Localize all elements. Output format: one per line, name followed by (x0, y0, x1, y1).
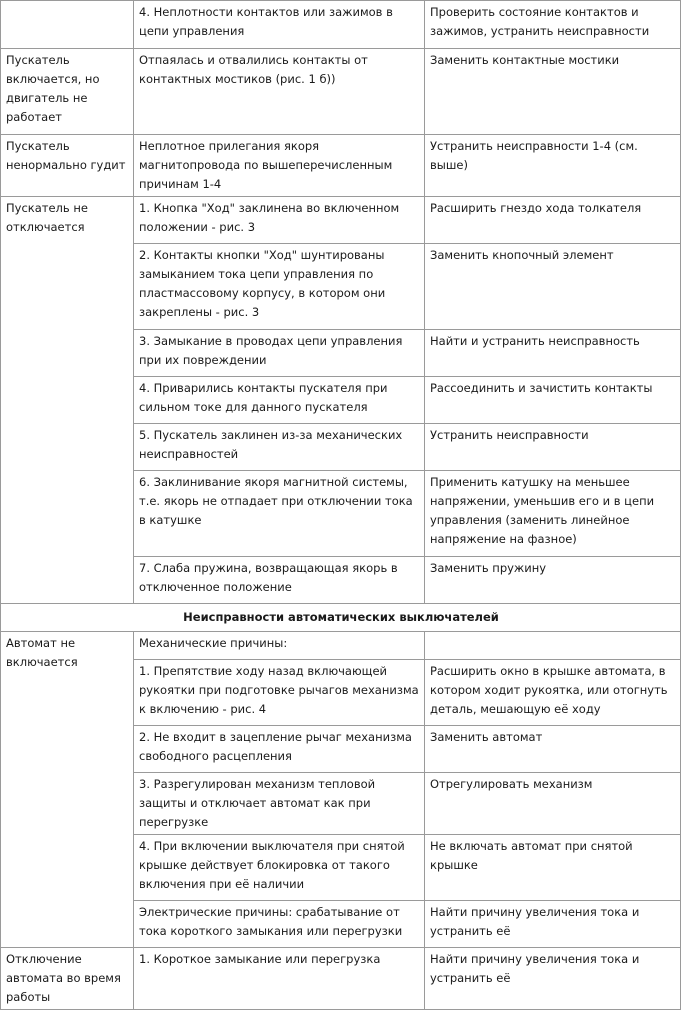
remedy-cell: Проверить состояние контактов и зажимов, устранить неисправности (425, 1, 681, 49)
cause-cell: 4. Неплотности контактов или зажимов в цепи управления (134, 1, 425, 49)
cause-cell: 2. Не входит в зацепление рычаг механизма свободного расцепления (134, 726, 425, 773)
fault-cell: Отключение автомата во время работы (1, 948, 134, 1010)
remedy-cell: Найти причину увеличения тока и устранить её (425, 901, 681, 948)
remedy-cell: Найти и устранить неисправность (425, 330, 681, 377)
remedy-cell: Рассоединить и зачистить контакты (425, 377, 681, 424)
table-row (1, 1, 681, 49)
fault-cell: Пускатель не отключается (1, 197, 134, 604)
remedy-cell: Отрегулировать механизм (425, 773, 681, 835)
remedy-cell: Заменить пружину (425, 557, 681, 604)
remedy-cell: Применить катушку на меньшее напряжении, уменьшив его и в цепи управления (заменить линейное напряжение на фазное) (425, 471, 681, 557)
section-header-row (1, 604, 681, 632)
cause-cell: 2. Контакты кнопки "Ход" шунтированы замыканием тока цепи управления по пластмассовому корпусу, в котором они закреплены - рис. 3 (134, 244, 425, 330)
fault-cell: Автомат не включается (1, 632, 134, 948)
cause-cell: Отпаялась и отвалились контакты от контактных мостиков (рис. 1 б)) (134, 49, 425, 135)
remedy-cell: Найти причину увеличения тока и устранить её (425, 948, 681, 1010)
remedy-cell: Устранить неисправности 1-4 (см. выше) (425, 135, 681, 197)
remedy-cell (425, 632, 681, 660)
remedy-cell: Заменить кнопочный элемент (425, 244, 681, 330)
cause-cell: 4. При включении выключателя при снятой крышке действует блокировка от такого включения при её наличии (134, 835, 425, 901)
cause-cell: 3. Разрегулирован механизм тепловой защиты и отключает автомат как при перегрузке (134, 773, 425, 835)
cause-cell: 4. Приварились контакты пускателя при сильном токе для данного пускателя (134, 377, 425, 424)
remedy-cell: Заменить автомат (425, 726, 681, 773)
fault-cell: Пускатель ненормально гудит (1, 135, 134, 197)
table-row (1, 948, 681, 1010)
section-heading: Неисправности автоматических выключателей (1, 604, 681, 632)
cause-cell: 6. Заклинивание якоря магнитной системы, т.е. якорь не отпадает при отключении тока в катушке (134, 471, 425, 557)
remedy-cell: Расширить гнездо хода толкателя (425, 197, 681, 244)
remedy-cell: Заменить контактные мостики (425, 49, 681, 135)
table-row (1, 49, 681, 135)
cause-cell: 1. Кнопка "Ход" заклинена во включенном положении - рис. 3 (134, 197, 425, 244)
remedy-cell: Устранить неисправности (425, 424, 681, 471)
table-row (1, 135, 681, 197)
table-row (1, 197, 681, 244)
cause-cell: 1. Препятствие ходу назад включающей рукоятки при подготовке рычагов механизма к включению - рис. 4 (134, 660, 425, 726)
cause-cell: 5. Пускатель заклинен из-за механических неисправностей (134, 424, 425, 471)
cause-cell: Неплотное прилегания якоря магнитопровода по вышеперечисленным причинам 1-4 (134, 135, 425, 197)
cause-cell: 3. Замыкание в проводах цепи управления при их повреждении (134, 330, 425, 377)
fault-cell (1, 1, 134, 49)
cause-cell: 7. Слаба пружина, возвращающая якорь в отключенное положение (134, 557, 425, 604)
remedy-cell: Расширить окно в крышке автомата, в котором ходит рукоятка, или отогнуть деталь, мешающую её ходу (425, 660, 681, 726)
cause-cell: Электрические причины: срабатывание от тока короткого замыкания или перегрузки (134, 901, 425, 948)
table-row (1, 632, 681, 660)
cause-cell: 1. Короткое замыкание или перегрузка (134, 948, 425, 1010)
fault-cell: Пускатель включается, но двигатель не работает (1, 49, 134, 135)
cause-cell: Механические причины: (134, 632, 425, 660)
remedy-cell: Не включать автомат при снятой крышке (425, 835, 681, 901)
